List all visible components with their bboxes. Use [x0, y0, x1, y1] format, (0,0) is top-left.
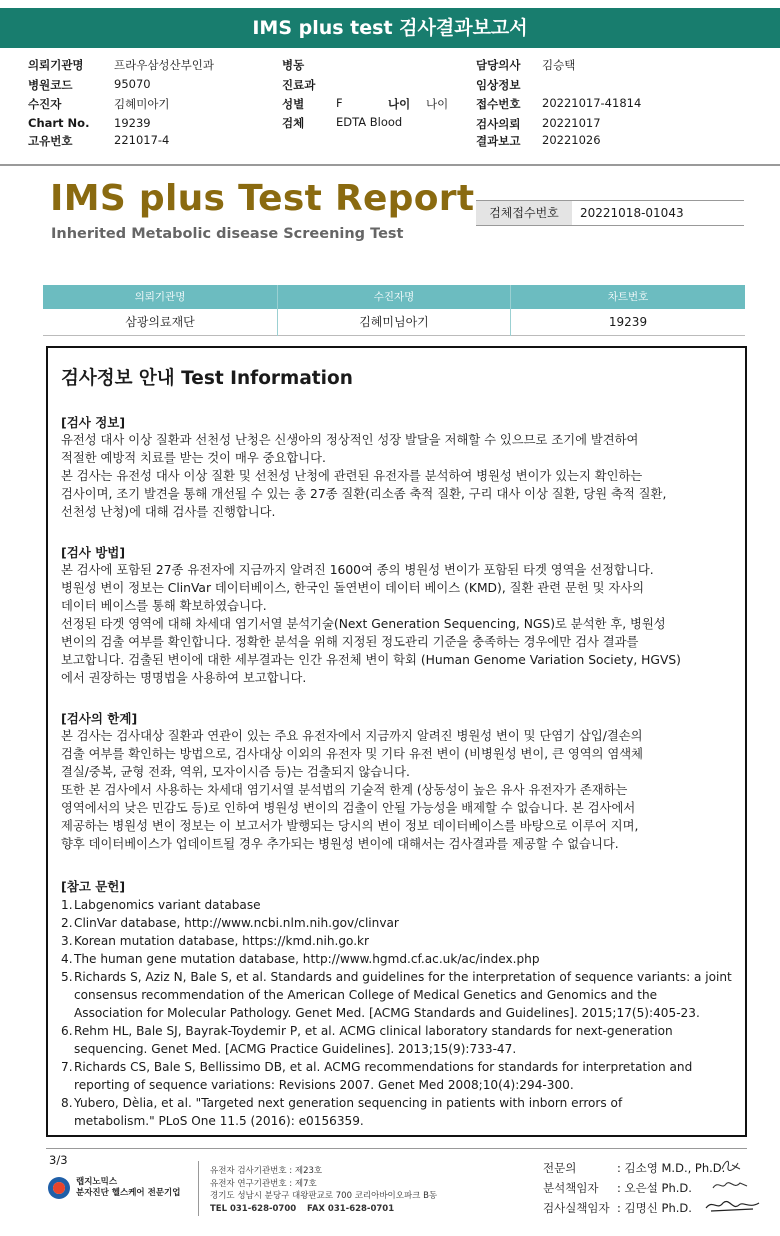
header-label: 수진자	[28, 97, 62, 111]
lab-line: 유전자 검사기관번호 : 제23호	[210, 1166, 323, 1176]
text-line: 본 검사에 포함된 27종 유전자에 지금까지 알려진 1600여 종의 병원성 변이가 포함된 타겟 영역을 선정합니다.	[61, 563, 654, 577]
section-heading: [검사 방법]	[61, 545, 126, 560]
text-line: 적절한 예방적 치료를 받는 것이 매우 중요합니다.	[61, 451, 326, 465]
lab-line: 유전자 연구기관번호 : 제7호	[210, 1178, 317, 1189]
text-line: 본 검사는 유전성 대사 이상 질환 및 선천성 난청에 관련된 유전자를 분석하여 병원성 변이가 있는지 확인하는	[61, 469, 643, 483]
reference-item	[61, 932, 741, 950]
lab-line: 경기도 성남시 분당구 대왕판교로 700 코리아바이오파크 B동	[210, 1191, 438, 1201]
reference-number: 7.	[61, 1060, 73, 1074]
text-line: consensus recommendation of the American College of Medical Genetics and Genomics and the	[74, 988, 658, 1002]
header-label: 고유번호	[28, 134, 73, 148]
text-line: 선정된 타겟 영역에 대해 차세대 염기서열 분석기술(Next Generation Sequencing, NGS)로 분석한 후, 병원성	[61, 617, 666, 631]
logo-line: 분자진단 헬스케어 전문기업	[76, 1188, 181, 1198]
text-line: Richards CS, Bale S, Bellissimo DB, et al. ACMG recommendations for standards for interpretation and	[74, 1060, 693, 1074]
phone-number: TEL 031-628-0700	[210, 1203, 297, 1214]
signer-role: 검사실책임자	[543, 1201, 610, 1215]
signer-role: 분석책임자	[543, 1181, 599, 1195]
header-value: 20221017	[542, 116, 601, 130]
text-line: 보고합니다. 검출된 변이에 대한 세부결과는 인간 유전체 변이 학회 (Human Genome Variation Society, HGVS)	[61, 653, 681, 667]
signer-name: : 김명신 Ph.D.	[617, 1201, 692, 1215]
text-line: Richards S, Aziz N, Bale S, et al. Standards and guidelines for the interpretation of sequence variants: a joint	[74, 970, 732, 984]
header-label: 진료과	[282, 78, 316, 92]
signer-name: : 오은설 Ph.D.	[617, 1181, 692, 1195]
header-value: EDTA Blood	[336, 115, 403, 129]
reference-item	[61, 1094, 741, 1130]
page-number: 3/3	[49, 1153, 68, 1167]
signature-2-icon	[710, 1176, 750, 1194]
signature-1-icon	[718, 1155, 744, 1177]
section-body	[61, 561, 737, 687]
text-line: 에서 권장하는 명명법을 사용하여 보고합니다.	[61, 671, 307, 685]
patient-table	[43, 285, 745, 337]
company-logo-text	[76, 1177, 180, 1199]
lab-info	[210, 1165, 437, 1215]
text-line: 또한 본 검사에서 사용하는 차세대 염기서열 분석법의 기술적 한계 (상동성이 높은 유사 유전자가 존재하는	[61, 783, 628, 797]
header-value: 프라우삼성산부인과	[114, 58, 214, 72]
section-heading: [검사 정보]	[61, 415, 126, 430]
text-line: 선천성 난청)에 대해 검사를 진행합니다.	[61, 505, 276, 519]
contact-line	[210, 1203, 437, 1216]
reference-item	[61, 896, 741, 914]
text-line: 데이터 베이스를 통해 확보하였습니다.	[61, 599, 267, 613]
text-line: 향후 데이터베이스가 업데이트될 경우 추가되는 병원성 변이에 대해서는 검사결과를 제공할 수 없습니다.	[61, 837, 619, 851]
text-line: 병원성 변이 정보는 ClinVar 데이터베이스, 한국인 돌연변이 데이터 베이스 (KMD), 질환 관련 문헌 및 자사의	[61, 581, 645, 595]
header-value: 221017-4	[114, 133, 170, 147]
header-label: 병원코드	[28, 78, 73, 92]
text-line: 제공하는 병원성 변이 정보는 이 보고서가 발행되는 당시의 변이 정보 데이터베이스를 바탕으로 이루어 지며,	[61, 819, 639, 833]
header-value: 19239	[114, 116, 151, 130]
header-value: 20221017-41814	[542, 96, 642, 110]
reference-number: 2.	[61, 916, 73, 930]
table-header: 수진자명	[277, 285, 511, 309]
reference-number: 4.	[61, 952, 73, 966]
signer-role: 전문의	[543, 1161, 577, 1175]
section-heading: [참고 문헌]	[61, 879, 126, 894]
fax-number: FAX 031-628-0701	[307, 1203, 395, 1214]
header-label: 접수번호	[476, 97, 521, 111]
reference-number: 5.	[61, 970, 73, 984]
text-line: 영역에서의 낮은 민감도 등)로 인하여 병원성 변이의 검출이 안될 가능성을 배제할 수 없습니다. 본 검사에서	[61, 801, 636, 815]
header-value: 김승택	[542, 58, 576, 72]
info-title: 검사정보 안내 Test Information	[61, 368, 353, 389]
text-line: Labgenomics variant database	[74, 898, 261, 912]
text-line: 변이의 검출 여부를 확인합니다. 정확한 분석을 위해 지정된 정도관리 기준을 충족하는 경우에만 검사 결과를	[61, 635, 639, 649]
reference-item	[61, 1022, 741, 1058]
signature-3-icon	[703, 1193, 763, 1217]
table-header: 의뢰기관명	[43, 285, 277, 309]
logo-dot-icon	[53, 1182, 65, 1194]
reference-number: 3.	[61, 934, 73, 948]
text-line: 본 검사는 검사대상 질환과 연관이 있는 주요 유전자에서 지금까지 알려진 병원성 변이 및 단염기 삽입/결손의	[61, 729, 643, 743]
text-line: 유전성 대사 이상 질환과 선천성 난청은 신생아의 정상적인 성장 발달을 저해할 수 있으므로 조기에 발견하여	[61, 433, 639, 447]
table-divider	[277, 285, 278, 336]
header-value: 김혜미아기	[114, 97, 170, 111]
table-cell: 19239	[511, 309, 745, 336]
text-line: 검사이며, 조기 발견을 통해 개선될 수 있는 총 27종 질환(리소좀 축적 질환, 구리 대사 이상 질환, 당원 축적 질환,	[61, 487, 667, 501]
report-title: IMS plus test 검사결과보고서	[0, 8, 780, 48]
text-line: Korean mutation database, https://kmd.nih.go.kr	[74, 934, 370, 948]
header-value: 20221026	[542, 133, 601, 147]
report-main-title: IMS plus Test Report	[50, 178, 475, 219]
header-label: 나이	[388, 97, 411, 111]
reference-number: 8.	[61, 1096, 73, 1110]
text-line: sequencing. Genet Med. [ACMG Practice Guidelines]. 2013;15(9):733-47.	[74, 1042, 517, 1056]
test-information-box	[46, 346, 747, 1137]
receipt-label: 검체접수번호	[476, 201, 572, 225]
text-line: The human gene mutation database, http://www.hgmd.cf.ac.uk/ac/index.php	[74, 952, 540, 966]
table-divider	[510, 285, 511, 336]
text-line: 결실/중복, 균형 전좌, 역위, 모자이시즘 등)는 검출되지 않습니다.	[61, 765, 410, 779]
text-line: reporting of sequence variations: Revisions 2007. Genet Med 2008;10(4):294-300.	[74, 1078, 574, 1092]
text-line: ClinVar database, http://www.ncbi.nlm.nih.gov/clinvar	[74, 916, 399, 930]
receipt-number-box	[476, 200, 744, 226]
text-line: Yubero, Dèlia, et al. "Targeted next generation sequencing in patients with inborn errors of	[74, 1096, 623, 1110]
reference-number: 1.	[61, 898, 73, 912]
reference-item	[61, 950, 741, 968]
header-label: 병동	[282, 58, 305, 72]
header-label: Chart No.	[28, 116, 90, 130]
header-label: 성별	[282, 97, 305, 111]
header-value: 95070	[114, 77, 151, 91]
header-label: 임상정보	[476, 78, 521, 92]
reference-list	[61, 896, 741, 1130]
reference-number: 6.	[61, 1024, 73, 1038]
footer-vertical-divider	[198, 1161, 199, 1216]
section-body	[61, 431, 737, 521]
table-cell: 삼광의료재단	[43, 309, 277, 336]
report-subtitle: Inherited Metabolic disease Screening Test	[51, 226, 404, 242]
text-line: 검출 여부를 확인하는 방법으로, 검사대상 이외의 유전자 및 기타 유전 변이 (비병원성 변이, 큰 영역의 염색체	[61, 747, 644, 761]
receipt-value: 20221018-01043	[580, 206, 684, 220]
header-divider	[0, 164, 780, 166]
section-body	[61, 727, 737, 853]
text-line: Association for Molecular Pathology. Genet Med. [ACMG Standards and Guidelines]. 2015;17(5):405-23.	[74, 1006, 700, 1020]
table-cell: 김혜미님아기	[277, 309, 511, 336]
header-value: F	[336, 96, 343, 110]
header-label: 검사의뢰	[476, 117, 521, 131]
header-label: 결과보고	[476, 134, 521, 148]
footer-divider	[46, 1148, 747, 1149]
signer-name: : 김소영 M.D., Ph.D.	[617, 1161, 726, 1175]
table-header: 차트번호	[511, 285, 745, 309]
header-label: 검체	[282, 116, 305, 130]
text-line: Rehm HL, Bale SJ, Bayrak-Toydemir P, et al. ACMG clinical laboratory standards for next-generation	[74, 1024, 673, 1038]
logo-line: 랩지노믹스	[76, 1177, 118, 1187]
header-label: 담당의사	[476, 58, 521, 72]
header-value: 나이	[426, 97, 449, 111]
header-label: 의뢰기관명	[28, 58, 84, 72]
text-line: metabolism." PLoS One 11.5 (2016): e0156359.	[74, 1114, 364, 1128]
reference-item	[61, 968, 741, 1022]
section-heading: [검사의 한계]	[61, 711, 138, 726]
reference-item	[61, 914, 741, 932]
reference-item	[61, 1058, 741, 1094]
